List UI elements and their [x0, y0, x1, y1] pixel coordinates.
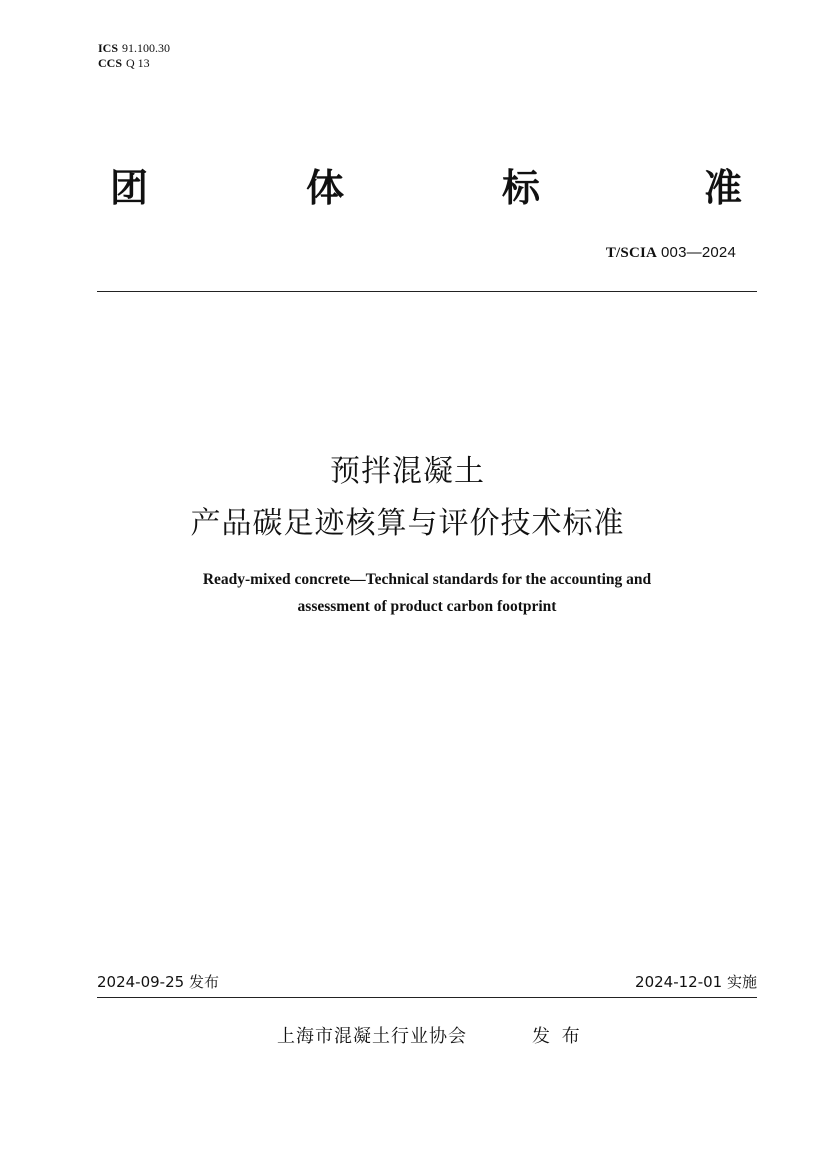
classification-codes	[98, 41, 170, 71]
ccs-label: CCS	[98, 56, 123, 70]
publish-label: 发 布	[532, 1026, 580, 1047]
standard-number-prefix: T/SCIA	[605, 245, 658, 261]
title-cn-line2: 产品碳足迹核算与评价技术标准	[190, 506, 625, 541]
standard-number	[606, 244, 736, 262]
bottom-divider	[97, 997, 757, 998]
standard-type-char-2: 体	[306, 166, 345, 210]
publisher-name: 上海市混凝土行业协会	[277, 1026, 467, 1047]
standard-type-char-3: 标	[502, 166, 541, 210]
standard-number-value: 003—2024	[661, 244, 736, 261]
issue-date: 2024-09-25 发布	[97, 973, 219, 991]
ccs-code-row	[98, 56, 170, 71]
ccs-code: Q 13	[126, 56, 150, 70]
standard-type-char-4: 准	[704, 166, 743, 210]
ics-code: 91.100.30	[122, 41, 171, 55]
standard-type-heading	[110, 163, 746, 213]
ics-label: ICS	[98, 41, 119, 55]
top-divider	[97, 291, 757, 292]
title-en-line2: assessment of product carbon footprint	[297, 598, 557, 615]
title-en	[0, 566, 815, 620]
title-cn-line1: 预拌混凝土	[330, 454, 485, 489]
standard-type-char-1: 团	[110, 166, 149, 210]
ics-code-row	[98, 41, 170, 56]
implement-date: 2024-12-01 实施	[635, 973, 757, 991]
title-en-line1: Ready-mixed concrete—Technical standards for the accounting and	[202, 571, 652, 588]
